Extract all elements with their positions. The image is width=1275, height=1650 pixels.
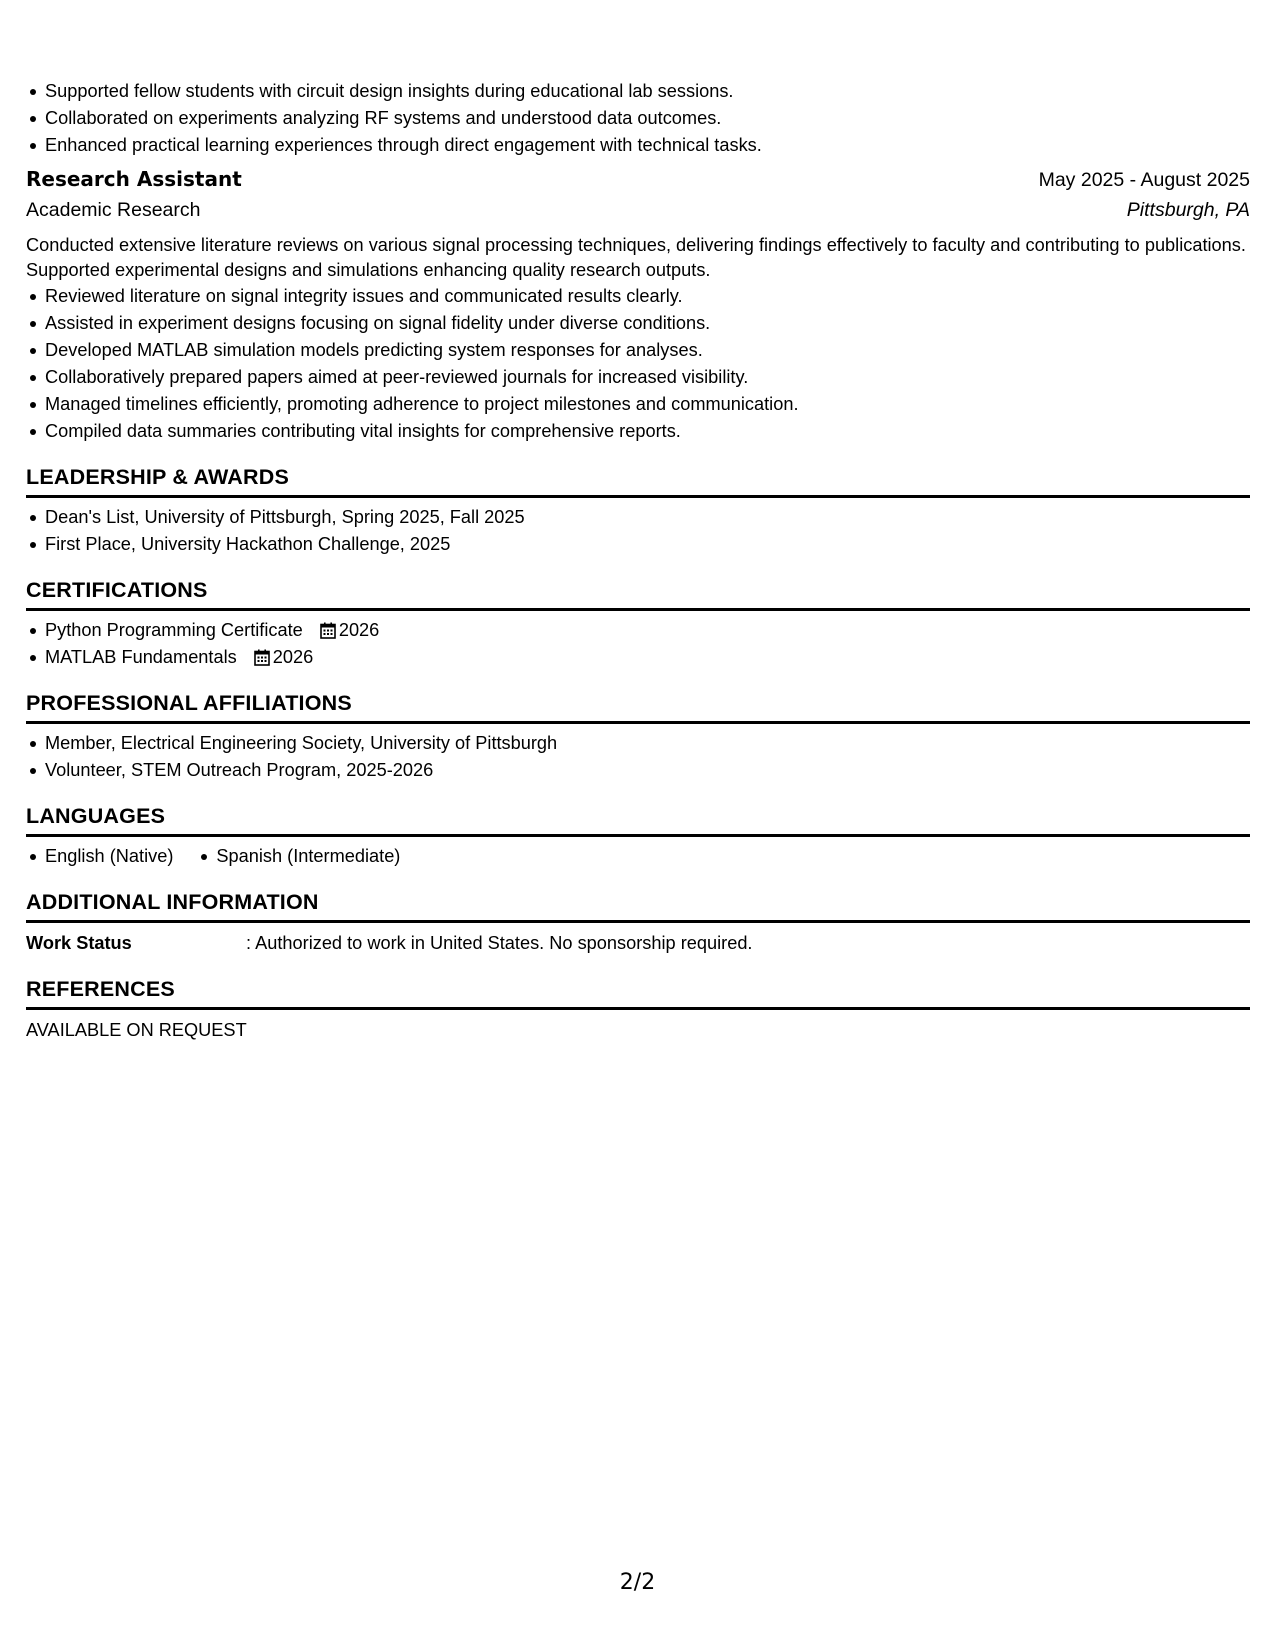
certification-year: 2026: [338, 620, 380, 640]
list-item: Collaboratively prepared papers aimed at peer-reviewed journals for increased visibility.: [26, 364, 1250, 391]
job-dates: May 2025 - August 2025: [1038, 169, 1250, 191]
job-header: [26, 167, 1250, 199]
job-summary: Conducted extensive literature reviews on various signal processing techniques, delivering findings effectively to faculty and contributing to publications. Supported experimental designs and simulations enhancing quality research outputs.: [26, 235, 1246, 280]
job-bullets: [26, 283, 1250, 445]
list-item: Collaborated on experiments analyzing RF systems and understood data outcomes.: [26, 105, 1250, 132]
list-item: Enhanced practical learning experiences through direct engagement with technical tasks.: [26, 132, 1250, 159]
section-title-references: REFERENCES: [26, 975, 1250, 1010]
list-item: [26, 644, 1250, 671]
work-status-row: [26, 929, 1250, 957]
list-item: Member, Electrical Engineering Society, University of Pittsburgh: [26, 730, 1250, 757]
section-title-languages: LANGUAGES: [26, 802, 1250, 837]
affiliations-list: [26, 730, 1250, 784]
list-item: Spanish (Intermediate): [197, 843, 400, 870]
list-item: [26, 617, 1250, 644]
section-title-affiliations: PROFESSIONAL AFFILIATIONS: [26, 689, 1250, 724]
certifications-list: [26, 617, 1250, 671]
certification-name: Python Programming Certificate: [45, 620, 303, 640]
page-number: 2/2: [619, 1570, 656, 1595]
section-title-leadership: LEADERSHIP & AWARDS: [26, 463, 1250, 498]
list-item: First Place, University Hackathon Challenge, 2025: [26, 531, 1250, 558]
previous-job-bullets: [26, 78, 1250, 159]
languages-list: [26, 843, 1250, 870]
list-item: Supported fellow students with circuit design insights during educational lab sessions.: [26, 78, 1250, 105]
references-text: AVAILABLE ON REQUEST: [26, 1020, 247, 1040]
job-title: Research Assistant: [26, 167, 242, 191]
work-status-label: Work Status: [26, 933, 132, 953]
list-item: Assisted in experiment designs focusing on signal fidelity under diverse conditions.: [26, 310, 1250, 337]
job-subheader: [26, 199, 1250, 231]
calendar-icon: [320, 622, 336, 639]
list-item: Reviewed literature on signal integrity issues and communicated results clearly.: [26, 283, 1250, 310]
certification-name: MATLAB Fundamentals: [45, 647, 237, 667]
work-status-value: : Authorized to work in United States. No sponsorship required.: [246, 933, 753, 953]
certification-year: 2026: [272, 647, 314, 667]
resume-page: [26, 78, 1250, 1044]
list-item: Compiled data summaries contributing vital insights for comprehensive reports.: [26, 418, 1250, 445]
list-item: Dean's List, University of Pittsburgh, Spring 2025, Fall 2025: [26, 504, 1250, 531]
list-item: Managed timelines efficiently, promoting adherence to project milestones and communication.: [26, 391, 1250, 418]
job-organization: Academic Research: [26, 199, 201, 221]
list-item: English (Native): [26, 843, 173, 870]
job-location: Pittsburgh, PA: [1126, 199, 1250, 221]
list-item: Volunteer, STEM Outreach Program, 2025-2026: [26, 757, 1250, 784]
calendar-icon: [254, 649, 270, 666]
section-title-additional-information: ADDITIONAL INFORMATION: [26, 888, 1250, 923]
leadership-list: [26, 504, 1250, 558]
section-title-certifications: CERTIFICATIONS: [26, 576, 1250, 611]
list-item: Developed MATLAB simulation models predicting system responses for analyses.: [26, 337, 1250, 364]
research-assistant-entry: [26, 167, 1250, 445]
